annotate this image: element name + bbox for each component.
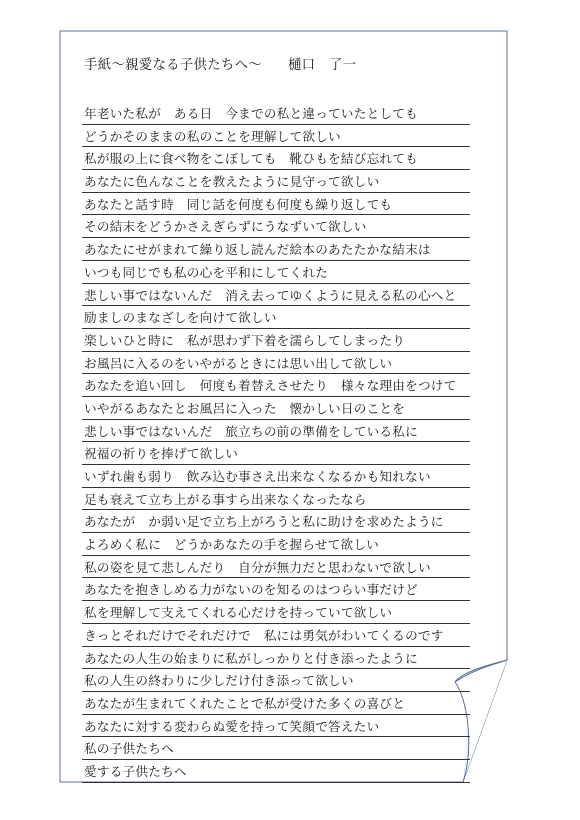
letter-line: 祝福の祈りを捧げて欲しい bbox=[82, 442, 470, 465]
letter-line: 励ましのまなざしを向けて欲しい bbox=[82, 306, 470, 329]
letter-line: 悲しい事ではないんだ 旅立ちの前の準備をしている私に bbox=[82, 420, 470, 443]
letter-line: どうかそのままの私のことを理解して欲しい bbox=[82, 125, 470, 148]
letter-line: あなたに対する変わらぬ愛を持って笑顔で答えたい bbox=[82, 715, 470, 738]
letter-line: 愛する子供たちへ bbox=[82, 760, 470, 783]
letter-line: あなたに色んなことを教えたように見守って欲しい bbox=[82, 170, 470, 193]
letter-line: あなたにせがまれて繰り返し読んだ絵本のあたたかな結末は bbox=[82, 238, 470, 261]
letter-line: いずれ歯も弱り 飲み込む事さえ出来なくなるかも知れない bbox=[82, 465, 470, 488]
letter-line: いつも同じでも私の心を平和にしてくれた bbox=[82, 261, 470, 284]
author-name: 樋口 了一 bbox=[287, 58, 357, 73]
letter-line: 私が服の上に食べ物をこぼしても 靴ひもを結び忘れても bbox=[82, 147, 470, 170]
letter-line: 楽しいひと時に 私が思わず下着を濡らしてしまったり bbox=[82, 329, 470, 352]
letter-line: 私の姿を見て悲しんだり 自分が無力だと思わないで欲しい bbox=[82, 556, 470, 579]
letter-line: 足も衰えて立ち上がる事すら出来なくなったなら bbox=[82, 488, 470, 511]
letter-line: あなたを抱きしめる力がないのを知るのはつらい事だけど bbox=[82, 578, 470, 601]
letter-line: よろめく私に どうかあなたの手を握らせて欲しい bbox=[82, 533, 470, 556]
letter-title bbox=[84, 52, 504, 80]
letter-lines bbox=[82, 102, 470, 783]
letter-line: 私の人生の終わりに少しだけ付き添って欲しい bbox=[82, 669, 470, 692]
letter-line: あなたと話す時 同じ話を何度も何度も繰り返しても bbox=[82, 193, 470, 216]
letter-line: いやがるあなたとお風呂に入った 懐かしい日のことを bbox=[82, 397, 470, 420]
letter-line: 私を理解して支えてくれる心だけを持っていて欲しい bbox=[82, 601, 470, 624]
title-text: 手紙〜親愛なる子供たちへ〜 bbox=[84, 58, 262, 73]
letter-line: あなたの人生の始まりに私がしっかりと付き添ったように bbox=[82, 647, 470, 670]
letter-line: あなたが生まれてくれたことで私が受けた多くの喜びと bbox=[82, 692, 470, 715]
letter-line: 年老いた私が ある日 今までの私と違っていたとしても bbox=[82, 102, 470, 125]
letter-line: 悲しい事ではないんだ 消え去ってゆくように見える私の心へと bbox=[82, 284, 470, 307]
letter-line: きっとそれだけでそれだけで 私には勇気がわいてくるのです bbox=[82, 624, 470, 647]
letter-line: 私の子供たちへ bbox=[82, 737, 470, 760]
letter-line: あなたが か弱い足で立ち上がろうと私に助けを求めたように bbox=[82, 510, 470, 533]
letter-line: お風呂に入るのをいやがるときには思い出して欲しい bbox=[82, 352, 470, 375]
letter-line: その結末をどうかさえぎらずにうなずいて欲しい bbox=[82, 215, 470, 238]
letter-line: あなたを追い回し 何度も着替えさせたり 様々な理由をつけて bbox=[82, 374, 470, 397]
